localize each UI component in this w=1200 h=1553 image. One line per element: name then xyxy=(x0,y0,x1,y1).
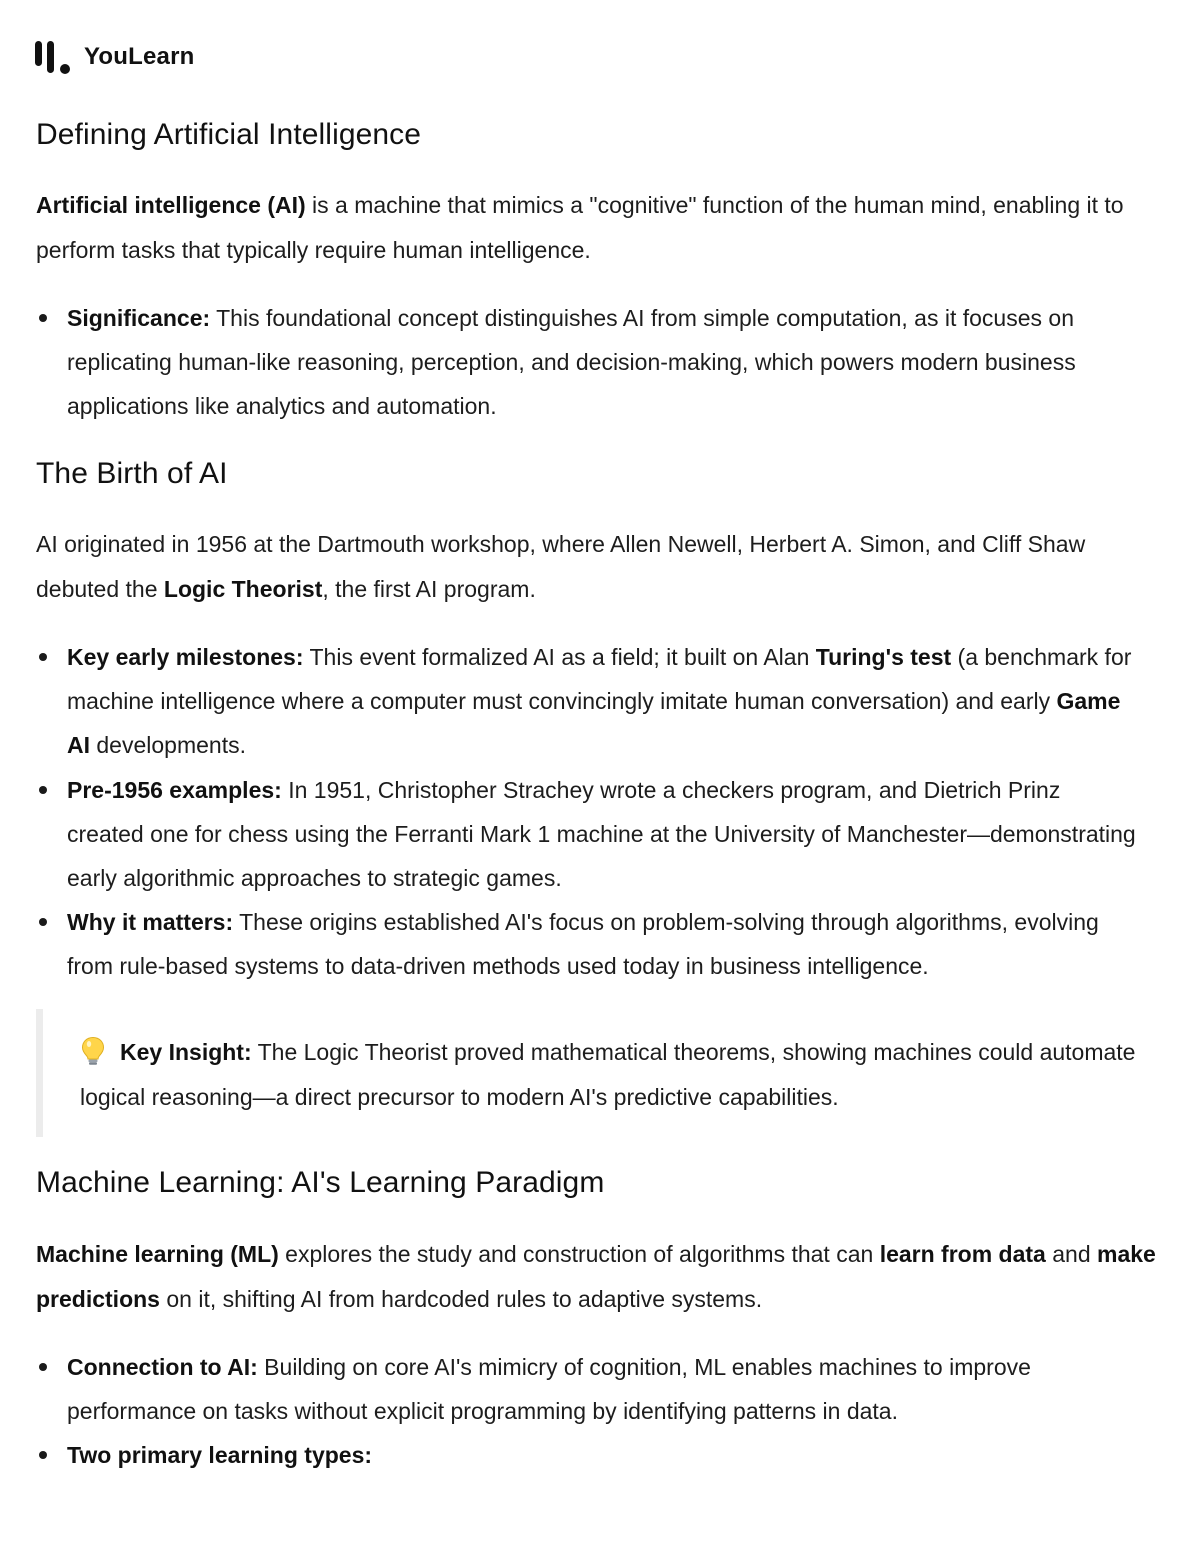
paragraph-ai-origin: AI originated in 1956 at the Dartmouth workshop, where Allen Newell, Herbert A. Simon, and Cliff Shaw debuted the Logic Theorist, the first AI program. xyxy=(36,531,1086,602)
youlearn-logo-icon xyxy=(34,38,74,76)
term-ml: Machine learning (ML) xyxy=(36,1241,279,1267)
brand-name: YouLearn xyxy=(84,43,195,70)
paragraph-ml-definition: Machine learning (ML) explores the study and construction of algorithms that can learn from data and make predictions on it, shifting AI from hardcoded rules to adaptive systems. xyxy=(36,1241,1156,1312)
list-item: Significance: This foundational concept distinguishes AI from simple computation, as it focuses on replicating human-like reasoning, perception, and decision-making, which powers modern business applications like analytics and automation. xyxy=(36,296,1136,429)
list-item: Pre-1956 examples: In 1951, Christopher Strachey wrote a checkers program, and Dietrich Prinz created one for chess using the Ferranti Mark 1 machine at the University of Manchester—demonstrating early algorithmic approaches to strategic games. xyxy=(36,768,1136,901)
term-ai: Artificial intelligence (AI) xyxy=(36,192,306,218)
section-heading-defining-ai: Defining Artificial Intelligence xyxy=(36,118,422,151)
list-item: Key early milestones: This event formalized AI as a field; it built on Alan Turing's test (a benchmark for machine intelligence where a computer must convincingly imitate human conversation) and early Game AI developments. xyxy=(36,635,1136,768)
bullet-list-s2 xyxy=(36,635,1136,989)
section-heading-birth-of-ai: The Birth of AI xyxy=(36,457,228,490)
term-logic-theorist: Logic Theorist xyxy=(163,575,323,602)
bullet-list-s3 xyxy=(36,1345,1136,1478)
list-item: Two primary learning types: xyxy=(36,1433,1136,1477)
list-item: Why it matters: These origins established AI's focus on problem-solving through algorithms, evolving from rule-based systems to data-driven methods used today in business intelligence. xyxy=(36,900,1136,988)
list-item: Connection to AI: Building on core AI's mimicry of cognition, ML enables machines to improve performance on tasks without explicit programming by identifying patterns in data. xyxy=(36,1345,1136,1433)
lightbulb-icon xyxy=(80,1036,106,1066)
paragraph-ai-definition: Artificial intelligence (AI) is a machine that mimics a "cognitive" function of the human mind, enabling it to perform tasks that typically require human intelligence. xyxy=(36,192,1124,263)
brand-header xyxy=(34,38,195,76)
key-insight-callout: Key Insight: The Logic Theorist proved mathematical theorems, showing machines could automate logical reasoning—a direct precursor to modern AI's predictive capabilities. xyxy=(36,1009,1156,1137)
section-heading-machine-learning: Machine Learning: AI's Learning Paradigm xyxy=(36,1166,605,1199)
bullet-list-s1 xyxy=(36,296,1136,429)
